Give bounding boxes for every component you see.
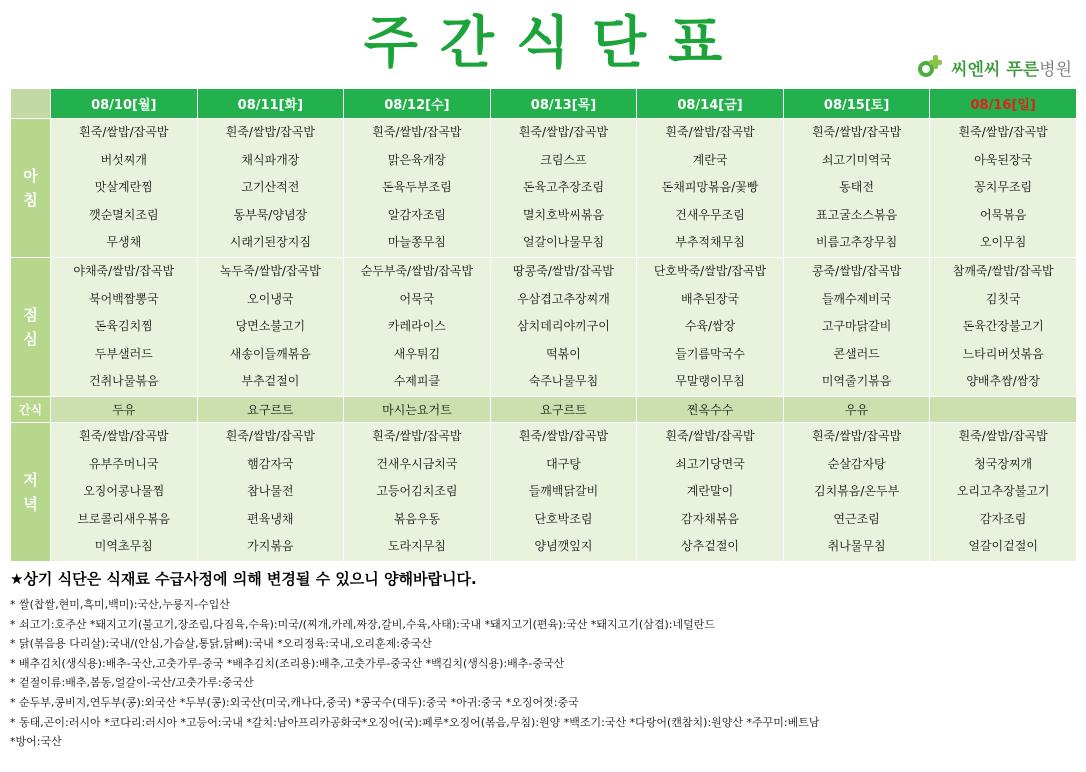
date-header: 08/11[화] [197,89,344,119]
menu-item: 흰죽/쌀밥/잡곡밥 [225,125,315,139]
menu-item: 양배추쌈/쌈장 [966,374,1040,389]
menu-item: 꽁치무조림 [974,180,1033,195]
breakfast-menu-cell [637,119,784,258]
dinner-label [11,422,51,561]
origin-line: * 순두부,콩비지,연두부(콩):외국산 *두부(콩):외국산(미국,캐나다,중국) *콩국수(대두):중국 *아귀:중국 *오징어젓:중국 [10,695,579,709]
menu-item: 깻순멸치조림 [89,207,159,222]
menu-item: 햄감자국 [247,456,294,471]
menu-item: 돈육간장불고기 [962,319,1044,334]
breakfast-menu-cell [490,119,637,258]
menu-item: 콘샐러드 [833,346,880,361]
menu-item: 고등어김치조림 [376,484,458,499]
menu-item: 대구탕 [546,456,581,471]
menu-item: 순살감자탕 [827,456,886,471]
dinner-menu-cell [783,422,930,561]
menu-item: 순두부죽/쌀밥/잡곡밥 [360,263,474,278]
menu-item: 청국장찌개 [974,456,1033,471]
snack-cell: 요구르트 [490,396,637,422]
origin-line: * 겉절이류:배추,봄동,얼갈이-국산/고춧가루:중국산 [10,676,254,690]
menu-item: 고구마닭갈비 [821,319,892,334]
lunch-menu-cell [930,257,1077,396]
menu-item: 김칫국 [985,291,1021,306]
menu-item: 볶음우동 [393,511,441,526]
menu-item: 흰죽/쌀밥/잡곡밥 [665,428,755,443]
menu-item: 취나물무침 [827,539,886,554]
lunch-menu-cell [344,257,491,396]
menu-item: 표고굴소스볶음 [816,207,898,222]
weekly-menu-table [10,88,1077,562]
menu-item: 참깨죽/쌀밥/잡곡밥 [952,263,1054,278]
origin-line: * 배추김치(생식용):배추-국산,고춧가루-중국 *배추김치(조리용):배추,고춧가루-중국산 *백김치(생식용):배추-중국산 [10,656,565,670]
breakfast-menu-cell [51,119,198,258]
change-notice: ★상기 식단은 식재료 수급사정에 의해 변경될 수 있으니 양해바랍니다. [10,570,477,588]
menu-item: 오징어콩나물찜 [83,484,165,499]
menu-item: 감자채볶음 [681,511,740,526]
lunch-menu-cell [51,257,198,396]
menu-item: 떡볶이 [546,346,581,361]
menu-item: 흰죽/쌀밥/잡곡밥 [518,125,609,139]
snack-cell: 마시는요거트 [344,396,491,422]
date-header: 08/12[수] [344,89,491,119]
menu-item: 흰죽/쌀밥/잡곡밥 [811,428,902,443]
page-title: 주간식단표 [363,11,745,76]
menu-item: 야채죽/쌀밥/잡곡밥 [73,263,175,278]
menu-item: 흰죽/쌀밥/잡곡밥 [225,428,315,443]
menu-item: 들깨수제비국 [821,291,892,306]
menu-item: 건새우시금치국 [376,456,458,471]
menu-item: 북어백짬뽕국 [89,291,159,306]
menu-item: 돈채피망볶음/꽃빵 [661,180,759,195]
origin-list [10,595,1080,752]
menu-item: 마늘쫑무침 [387,235,446,250]
menu-item: 양념깻잎지 [534,539,593,554]
menu-item: 수육/쌈장 [684,319,736,334]
menu-item: 건새우무조림 [675,207,745,222]
breakfast-row [11,119,1077,258]
menu-item: 카레라이스 [387,319,446,334]
menu-item: 오리고추장불고기 [956,484,1050,499]
menu-item: 돈육두부조림 [382,180,452,195]
menu-item: 계란말이 [686,484,734,499]
hospital-logo [917,50,1072,84]
snack-cell: 찐옥수수 [637,396,784,422]
breakfast-menu-cell [783,119,930,258]
breakfast-menu-cell [197,119,344,258]
menu-item: 당면소불고기 [235,319,306,334]
lunch-menu-cell [637,257,784,396]
menu-item: 흰죽/쌀밥/잡곡밥 [79,125,169,139]
snack-cell: 우유 [783,396,930,422]
lunch-label [11,257,51,396]
lunch-menu-cell [783,257,930,396]
menu-item: 얼갈이나물무침 [522,235,605,250]
logo-brand: 씨엔씨 푸른 [951,59,1040,80]
menu-item: 유부주머니국 [89,456,159,471]
menu-item: 흰죽/쌀밥/잡곡밥 [958,125,1048,139]
snack-row [11,396,1077,422]
date-header: 08/10[월] [51,89,198,119]
menu-item: 동태전 [839,180,874,195]
dinner-menu-cell [51,422,198,561]
menu-item: 무말랭이무침 [675,374,745,389]
menu-item: 참나물전 [247,484,294,499]
date-header: 08/15[토] [783,89,930,119]
lunch-row [11,257,1077,396]
clover-logo-icon [917,52,945,82]
menu-item: 건취나물볶음 [89,374,159,389]
menu-item: 오이무침 [979,235,1027,250]
date-header: 08/16[일] [930,89,1077,119]
lunch-label-char: 점 [23,305,38,324]
menu-item: 버섯찌개 [100,152,147,167]
menu-item: 멸치호박씨볶음 [522,207,605,222]
menu-item: 흰죽/쌀밥/잡곡밥 [372,125,462,139]
menu-item: 미역줄기볶음 [821,374,892,389]
breakfast-label-char: 침 [23,190,38,209]
lunch-label-char: 심 [23,329,38,348]
date-header-row [11,89,1077,119]
menu-item: 어묵국 [399,291,435,306]
dinner-menu-cell [637,422,784,561]
origin-line: * 동태,곤이:러시아 *코다리:러시아 *고등어:국내 *갈치:남아프리카공화국*오징어(국):페루*오징어(볶음,무침):원양 *백조기:국산 *다랑어(캔참치):원양산 *주꾸미:베트남 [10,715,820,729]
dinner-menu-cell [197,422,344,561]
menu-item: 얼갈이겉절이 [968,539,1038,554]
origin-line: *방어:국산 [10,735,62,749]
header-corner [11,89,51,119]
menu-item: 고기산적전 [241,180,300,195]
snack-label: 간식 [11,396,51,422]
menu-item: 숙주나물무침 [528,374,599,389]
breakfast-label [11,119,51,258]
snack-cell [930,396,1077,422]
origin-line: * 쌀(찹쌀,현미,흑미,백미):국산,누룽지-수입산 [10,598,230,611]
logo-suffix: 병원 [1039,59,1072,80]
menu-item: 수제피클 [393,374,441,389]
menu-item: 오이냉국 [247,291,294,306]
dinner-row [11,422,1077,561]
menu-item: 흰죽/쌀밥/잡곡밥 [518,428,609,443]
menu-item: 흰죽/쌀밥/잡곡밥 [811,125,902,139]
menu-item: 크림스프 [540,152,587,167]
origin-line: * 닭(볶음용 다리살):국내/(안심,가슴살,통닭,닭뼈):국내 *오리정육:국내,오리훈제:중국산 [10,637,432,651]
menu-item: 흰죽/쌀밥/잡곡밥 [79,428,169,443]
date-header: 08/13[목] [490,89,637,119]
menu-item: 편육냉채 [247,511,294,526]
menu-item: 쇠고기당면국 [675,456,745,471]
dinner-menu-cell [344,422,491,561]
menu-item: 맑은육개장 [387,152,446,167]
menu-item: 돈육김치찜 [94,319,153,334]
menu-item: 상추겉절이 [681,539,740,554]
menu-item: 쇠고기미역국 [821,152,892,167]
menu-item: 부추겉절이 [241,374,300,389]
dinner-menu-cell [490,422,637,561]
menu-item: 연근조림 [833,511,880,526]
menu-item: 감자조림 [979,511,1027,526]
menu-item: 맛살계란찜 [94,180,153,195]
menu-item: 단호박죽/쌀밥/잡곡밥 [653,263,767,278]
menu-item: 새우튀김 [393,346,441,361]
dinner-menu-cell [930,422,1077,561]
menu-item: 녹두죽/쌀밥/잡곡밥 [219,263,321,278]
menu-item: 새송이들깨볶음 [229,346,311,361]
dinner-label-char: 저 [23,470,38,489]
menu-item: 땅콩죽/쌀밥/잡곡밥 [513,263,614,278]
menu-item: 삼치데리야끼구이 [517,319,610,334]
menu-item: 아욱된장국 [974,152,1033,167]
menu-item: 어묵볶음 [979,207,1027,222]
menu-item: 콩죽/쌀밥/잡곡밥 [811,263,902,278]
snack-cell: 두유 [51,396,198,422]
menu-item: 알감자조림 [387,207,446,222]
menu-item: 도라지무침 [387,539,446,554]
breakfast-label-char: 아 [23,166,38,185]
menu-item: 느타리버섯볶음 [962,346,1044,361]
menu-item: 돈육고추장조림 [522,180,605,195]
menu-item: 시래기된장지짐 [229,235,311,250]
menu-item: 동부묵/양념장 [233,207,308,222]
menu-item: 김치볶음/온두부 [813,484,900,499]
menu-item: 배추된장국 [681,291,740,306]
menu-item: 흰죽/쌀밥/잡곡밥 [665,125,755,139]
lunch-menu-cell [197,257,344,396]
menu-item: 부추적채무침 [675,235,745,250]
menu-item: 가지볶음 [247,539,294,554]
menu-item: 브로콜리새우볶음 [77,511,171,526]
menu-item: 들깨백닭갈비 [528,484,599,499]
menu-item: 미역초무침 [94,539,153,554]
dinner-label-char: 녁 [23,494,38,513]
menu-item: 우삼겹고추장찌개 [517,291,610,306]
date-header: 08/14[금] [637,89,784,119]
menu-item: 무생채 [106,235,142,250]
lunch-menu-cell [490,257,637,396]
menu-item: 들기름막국수 [675,346,745,361]
menu-item: 단호박조림 [534,511,593,526]
menu-item: 계란국 [692,152,728,167]
breakfast-menu-cell [930,119,1077,258]
snack-cell: 요구르트 [197,396,344,422]
breakfast-menu-cell [344,119,491,258]
menu-item: 흰죽/쌀밥/잡곡밥 [372,428,462,443]
origin-line: * 쇠고기:호주산 *돼지고기(불고기,장조림,다짐육,수육):미국/(찌개,카레,짜장,갈비,수육,사태):국내 *돼지고기(편육):국산 *돼지고기(삼겹):네덜란드 [10,617,715,631]
menu-item: 두부샐러드 [94,346,153,361]
menu-item: 비름고추장무침 [816,235,898,250]
menu-item: 흰죽/쌀밥/잡곡밥 [958,428,1048,443]
menu-item: 채식파개장 [241,152,300,167]
